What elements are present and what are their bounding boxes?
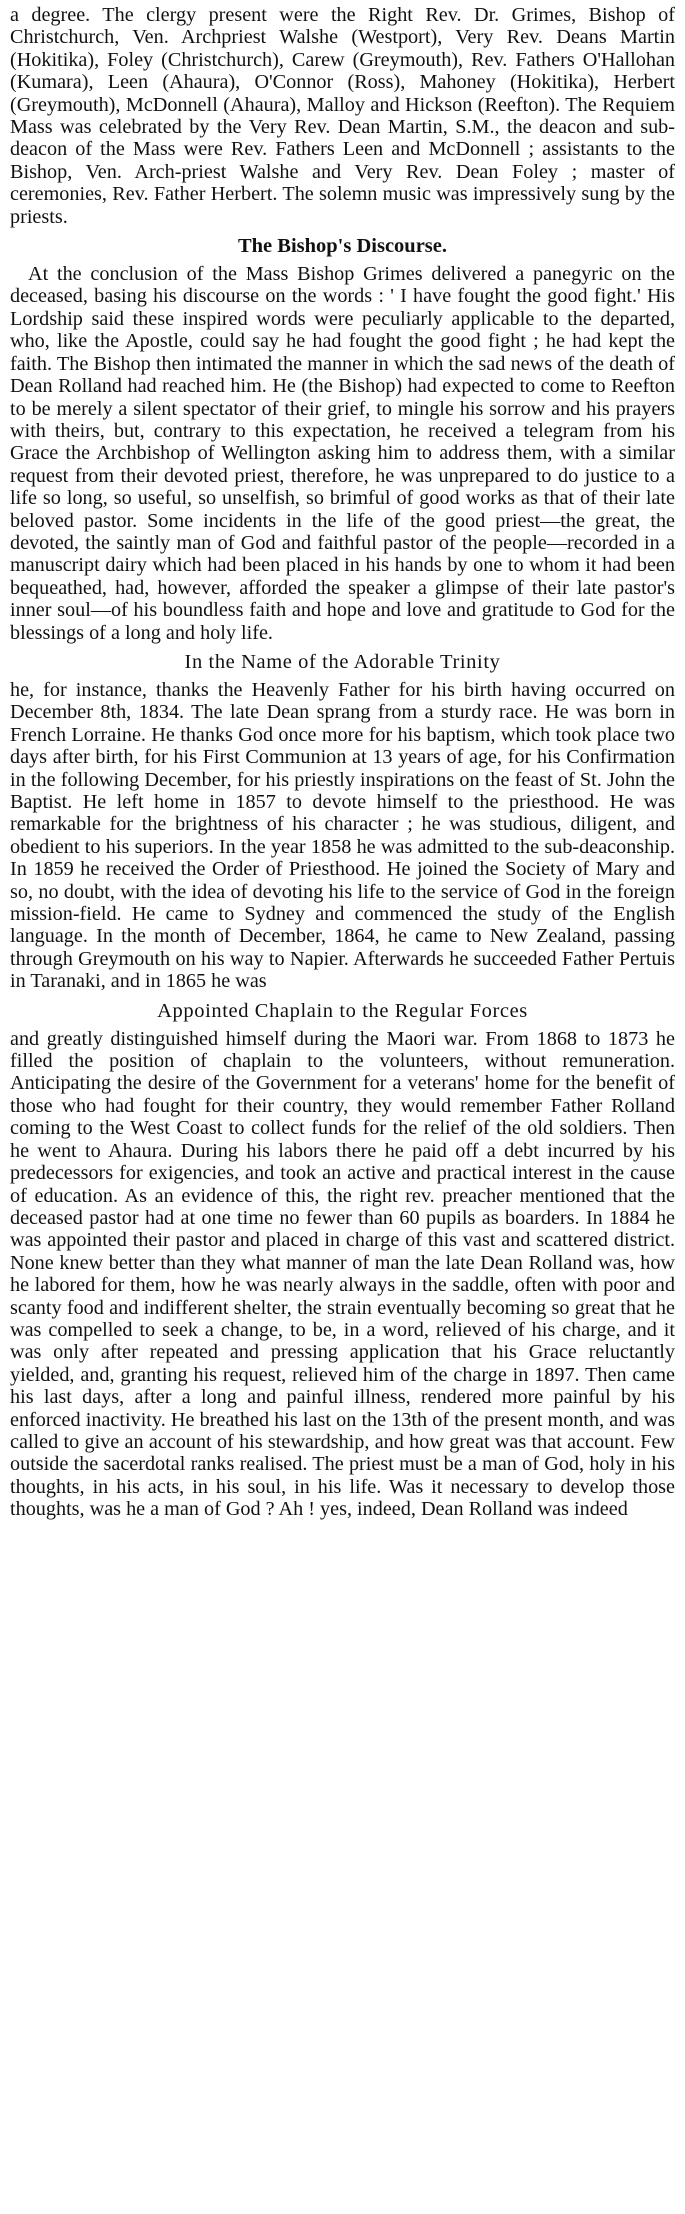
section-heading-adorable-trinity: In the Name of the Adorable Trinity (184, 650, 501, 673)
section-heading-appointed-chaplain: Appointed Chaplain to the Regular Forces (157, 999, 528, 1022)
section-heading-bishops-discourse: The Bishop's Discourse. (237, 235, 448, 258)
appointed-chaplain-paragraph: and greatly distinguished himself during the Maori war. From 1868 to 1873 he filled the position of chaplain to the volunteers, without remuneration. Anticipating the desire of the Government for a veterans' home for the benefit of those who had fought for their country, they would remember Father Rolland coming to the West Coast to collect funds for the relief of the old soldiers. Then he went to Ahaura. During his labors there he paid off a debt incurred by his predecessors for exigencies, and took an active and practical interest in the cause of education. As an evidence of this, the right rev. preacher mentioned that the deceased pastor had at one time no fewer than 60 pupils as boarders. In 1884 he was appointed their pastor and placed in charge of this vast and scattered district. None knew better than they what manner of man the late Dean Rolland was, how he labored for them, how he was nearly always in the saddle, often with poor and scanty food and indifferent shelter, the strain eventually becoming so great that he was compelled to seek a change, to be, in a word, relieved of his charge, and it was only after repeated and pressing application that his Grace reluctantly yielded, and, granting his request, relieved him of the charge in 1897. Then came his last days, after a long and painful illness, rendered more painful by his enforced inactivity. He breathed his last on the 13th of the present month, and was called to give an account of his stewardship, and how great was that account. Few outside the sacerdotal ranks realised. The priest must be a man of God, holy in his thoughts, in his acts, in his soul, in his life. Was it necessary to develop those thoughts, was he a man of God ? Ah ! yes, indeed, Dean Rolland was indeed (10, 1027, 675, 1521)
adorable-trinity-paragraph: he, for instance, thanks the Heavenly Father for his birth having occurred on December 8th, 1834. The late Dean sprang from a sturdy race. He was born in French Lorraine. He thanks God once more for his baptism, which took place two days after birth, for his First Communion at 13 years of age, for his Confirmation in the following December, for his priestly inspirations on the feast of St. John the Baptist. He left home in 1857 to devote himself to the priesthood. He was remarkable for the brightness of his character ; he was studious, diligent, and obedient to his superiors. In the year 1858 he was admitted to the sub-deaconship. In 1859 he received the Order of Priesthood. He joined the Society of Mary and so, no doubt, with the idea of devoting his life to the service of God in the foreign mission-field. He came to Sydney and commenced the study of the English language. In the month of December, 1864, he came to New Zealand, passing through Greymouth on his way to Napier. Afterwards he succeeded Father Pertuis in Taranaki, and in 1865 he was (10, 678, 675, 993)
bishops-discourse-paragraph: At the conclusion of the Mass Bishop Grimes delivered a panegyric on the deceased, basing his discourse on the words : ' I have fought the good fight.' His Lordship said these inspired words were peculiarly applicable to the departed, who, like the Apostle, could say he had fought the good fight ; he had kept the faith. The Bishop then intimated the manner in which the sad news of the death of Dean Rolland had reached him. He (the Bishop) had expected to come to Reefton to be merely a silent spectator of their grief, to mingle his sorrow and his prayers with theirs, but, contrary to this expectation, he received a telegram from his Grace the Archbishop of Wellington asking him to address them, with a similar request from their devoted priest, therefore, he was unprepared to do justice to a life so long, so useful, so unselfish, so brimful of good works as that of their late beloved pastor. Some incidents in the life of the good priest—the great, the devoted, the saintly man of God and faithful pastor of the people—recorded in a manuscript dairy which had been placed in his hands by one to whom it had been bequeathed, had, however, afforded the speaker a glimpse of their late pastor's inner soul—of his boundless faith and hope and love and gratitude to God for the blessings of a long and holy life. (10, 263, 675, 644)
intro-paragraph: a degree. The clergy present were the Right Rev. Dr. Grimes, Bishop of Christchurch, Ven. Archpriest Walshe (Westport), Very Rev. Deans Martin (Hokitika), Foley (Christchurch), Carew (Greymouth), Rev. Fathers O'Hallohan (Kumara), Leen (Ahaura), O'Connor (Ross), Mahoney (Hokitika), Herbert (Greymouth), McDonnell (Ahaura), Malloy and Hickson (Reefton). The Requiem Mass was celebrated by the Very Rev. Dean Martin, S.M., the deacon and sub-deacon of the Mass were Rev. Fathers Leen and McDonnell ; assistants to the Bishop, Ven. Arch-priest Walshe and Very Rev. Dean Foley ; master of ceremonies, Rev. Father Herbert. The solemn music was impressively sung by the priests. (10, 4, 675, 228)
